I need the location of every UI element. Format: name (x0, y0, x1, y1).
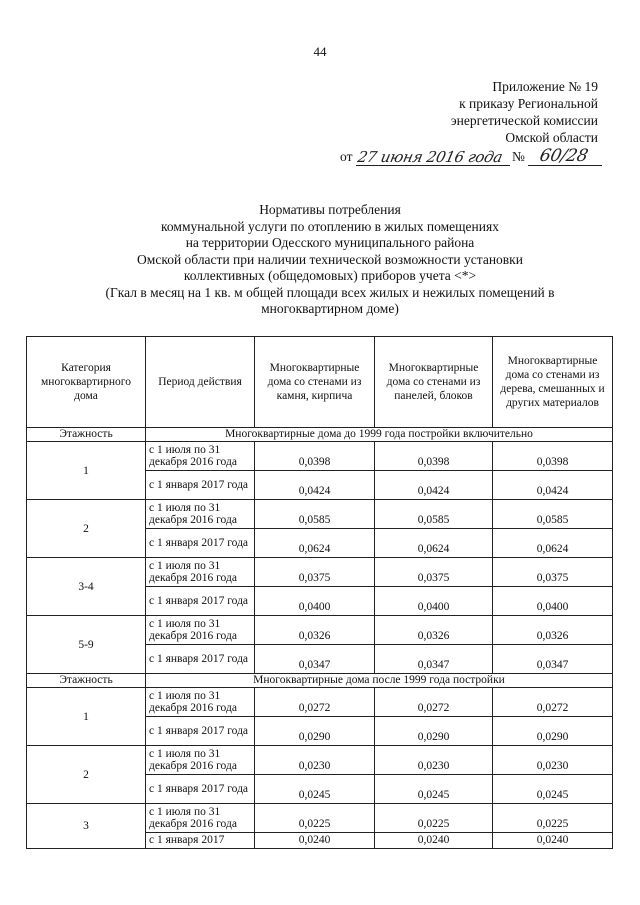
value-cell-stone-brick: 0,0424 (255, 471, 375, 500)
header-category: Категория многоквартирного дома (27, 337, 146, 428)
value-cell-panel-block: 0,0230 (375, 746, 493, 775)
category-cell: 3-4 (27, 558, 146, 616)
appendix-line-3: энергетической комиссии (450, 113, 598, 128)
title-line-4: Омской области при наличии технической возможности установки (137, 251, 523, 267)
from-label: от (340, 149, 353, 164)
value-cell-wood-mixed: 0,0400 (493, 587, 613, 616)
value-cell-panel-block: 0,0225 (375, 804, 493, 833)
value-cell-stone-brick: 0,0585 (255, 500, 375, 529)
value-cell-wood-mixed: 0,0375 (493, 558, 613, 587)
value-cell-wood-mixed: 0,0225 (493, 804, 613, 833)
period-cell: с 1 января 2017 года (146, 471, 255, 500)
value-cell-stone-brick: 0,0624 (255, 529, 375, 558)
order-date-number-line (340, 142, 602, 168)
value-cell-panel-block: 0,0398 (375, 442, 493, 471)
value-cell-wood-mixed: 0,0424 (493, 471, 613, 500)
norms-table (26, 336, 613, 849)
period-cell: с 1 июля по 31 декабря 2016 года (146, 746, 255, 775)
header-row (27, 337, 613, 428)
table-row (27, 804, 613, 833)
category-cell: 5-9 (27, 616, 146, 674)
value-cell-stone-brick: 0,0375 (255, 558, 375, 587)
value-cell-panel-block: 0,0424 (375, 471, 493, 500)
value-cell-stone-brick: 0,0290 (255, 717, 375, 746)
section-header-row (27, 428, 613, 442)
title-line-7: многоквартирном доме) (261, 301, 399, 316)
value-cell-stone-brick: 0,0240 (255, 833, 375, 849)
period-cell: с 1 января 2017 года (146, 587, 255, 616)
value-cell-stone-brick: 0,0398 (255, 442, 375, 471)
value-cell-wood-mixed: 0,0624 (493, 529, 613, 558)
value-cell-panel-block: 0,0272 (375, 688, 493, 717)
category-cell: 2 (27, 746, 146, 804)
value-cell-wood-mixed: 0,0245 (493, 775, 613, 804)
table-row (27, 616, 613, 645)
period-cell: с 1 июля по 31 декабря 2016 года (146, 558, 255, 587)
value-cell-panel-block: 0,0375 (375, 558, 493, 587)
section-header-row (27, 674, 613, 688)
period-cell: с 1 января 2017 (146, 833, 255, 849)
value-cell-stone-brick: 0,0347 (255, 645, 375, 674)
appendix-line-4: Омской области (505, 130, 598, 145)
appendix-line-2: к приказу Региональной (459, 96, 598, 111)
header-stone-brick: Многоквартирные дома со стенами из камня, кирпича (255, 337, 375, 428)
table-row (27, 746, 613, 775)
appendix-line-1: Приложение № 19 (492, 79, 598, 94)
title-line-5: коллективных (общедомовых) приборов учета <*> (183, 268, 477, 283)
title-line-3: на территории Одесского муниципального района (185, 235, 475, 250)
category-cell: 1 (27, 442, 146, 500)
table-row (27, 688, 613, 717)
value-cell-panel-block: 0,0290 (375, 717, 493, 746)
value-cell-panel-block: 0,0245 (375, 775, 493, 804)
category-cell: 3 (27, 804, 146, 849)
period-cell: с 1 января 2017 года (146, 529, 255, 558)
period-cell: с 1 января 2017 года (146, 645, 255, 674)
period-cell: с 1 июля по 31 декабря 2016 года (146, 804, 255, 833)
section-title: Многоквартирные дома после 1999 года постройки (146, 674, 613, 688)
value-cell-stone-brick: 0,0225 (255, 804, 375, 833)
period-cell: с 1 июля по 31 декабря 2016 года (146, 688, 255, 717)
table-row (27, 442, 613, 471)
period-cell: с 1 января 2017 года (146, 775, 255, 804)
value-cell-wood-mixed: 0,0240 (493, 833, 613, 849)
appendix-block (451, 78, 598, 146)
title-line-6: (Гкал в месяц на 1 кв. м общей площади всех жилых и нежилых помещений в (105, 284, 555, 300)
category-cell: 1 (27, 688, 146, 746)
number-label: № (512, 149, 525, 164)
value-cell-wood-mixed: 0,0398 (493, 442, 613, 471)
period-cell: с 1 января 2017 года (146, 717, 255, 746)
title-line-2: коммунальной услуги по отоплению в жилых помещениях (161, 218, 499, 234)
value-cell-wood-mixed: 0,0290 (493, 717, 613, 746)
handwritten-date: 27 июня 2016 года (356, 148, 505, 166)
value-cell-wood-mixed: 0,0347 (493, 645, 613, 674)
period-cell: с 1 июля по 31 декабря 2016 года (146, 442, 255, 471)
value-cell-stone-brick: 0,0230 (255, 746, 375, 775)
value-cell-panel-block: 0,0585 (375, 500, 493, 529)
value-cell-panel-block: 0,0400 (375, 587, 493, 616)
value-cell-wood-mixed: 0,0272 (493, 688, 613, 717)
value-cell-panel-block: 0,0347 (375, 645, 493, 674)
value-cell-panel-block: 0,0326 (375, 616, 493, 645)
header-panel-block: Многоквартирные дома со стенами из панелей, блоков (375, 337, 493, 428)
value-cell-panel-block: 0,0240 (375, 833, 493, 849)
document-title (60, 202, 600, 318)
period-cell: с 1 июля по 31 декабря 2016 года (146, 616, 255, 645)
value-cell-wood-mixed: 0,0230 (493, 746, 613, 775)
header-period: Период действия (146, 337, 255, 428)
value-cell-wood-mixed: 0,0326 (493, 616, 613, 645)
table-row (27, 500, 613, 529)
title-line-1: Нормативы потребления (259, 202, 401, 217)
handwritten-number: 60/28 (537, 146, 590, 166)
page-number: 44 (313, 44, 327, 59)
value-cell-panel-block: 0,0624 (375, 529, 493, 558)
section-label: Этажность (27, 674, 146, 688)
header-wood-mixed: Многоквартирные дома со стенами из дерева, смешанных и других материалов (493, 337, 613, 428)
value-cell-stone-brick: 0,0272 (255, 688, 375, 717)
value-cell-stone-brick: 0,0245 (255, 775, 375, 804)
section-title: Многоквартирные дома до 1999 года постройки включительно (146, 428, 613, 442)
table-row (27, 558, 613, 587)
section-label: Этажность (27, 428, 146, 442)
value-cell-stone-brick: 0,0400 (255, 587, 375, 616)
period-cell: с 1 июля по 31 декабря 2016 года (146, 500, 255, 529)
value-cell-wood-mixed: 0,0585 (493, 500, 613, 529)
value-cell-stone-brick: 0,0326 (255, 616, 375, 645)
category-cell: 2 (27, 500, 146, 558)
